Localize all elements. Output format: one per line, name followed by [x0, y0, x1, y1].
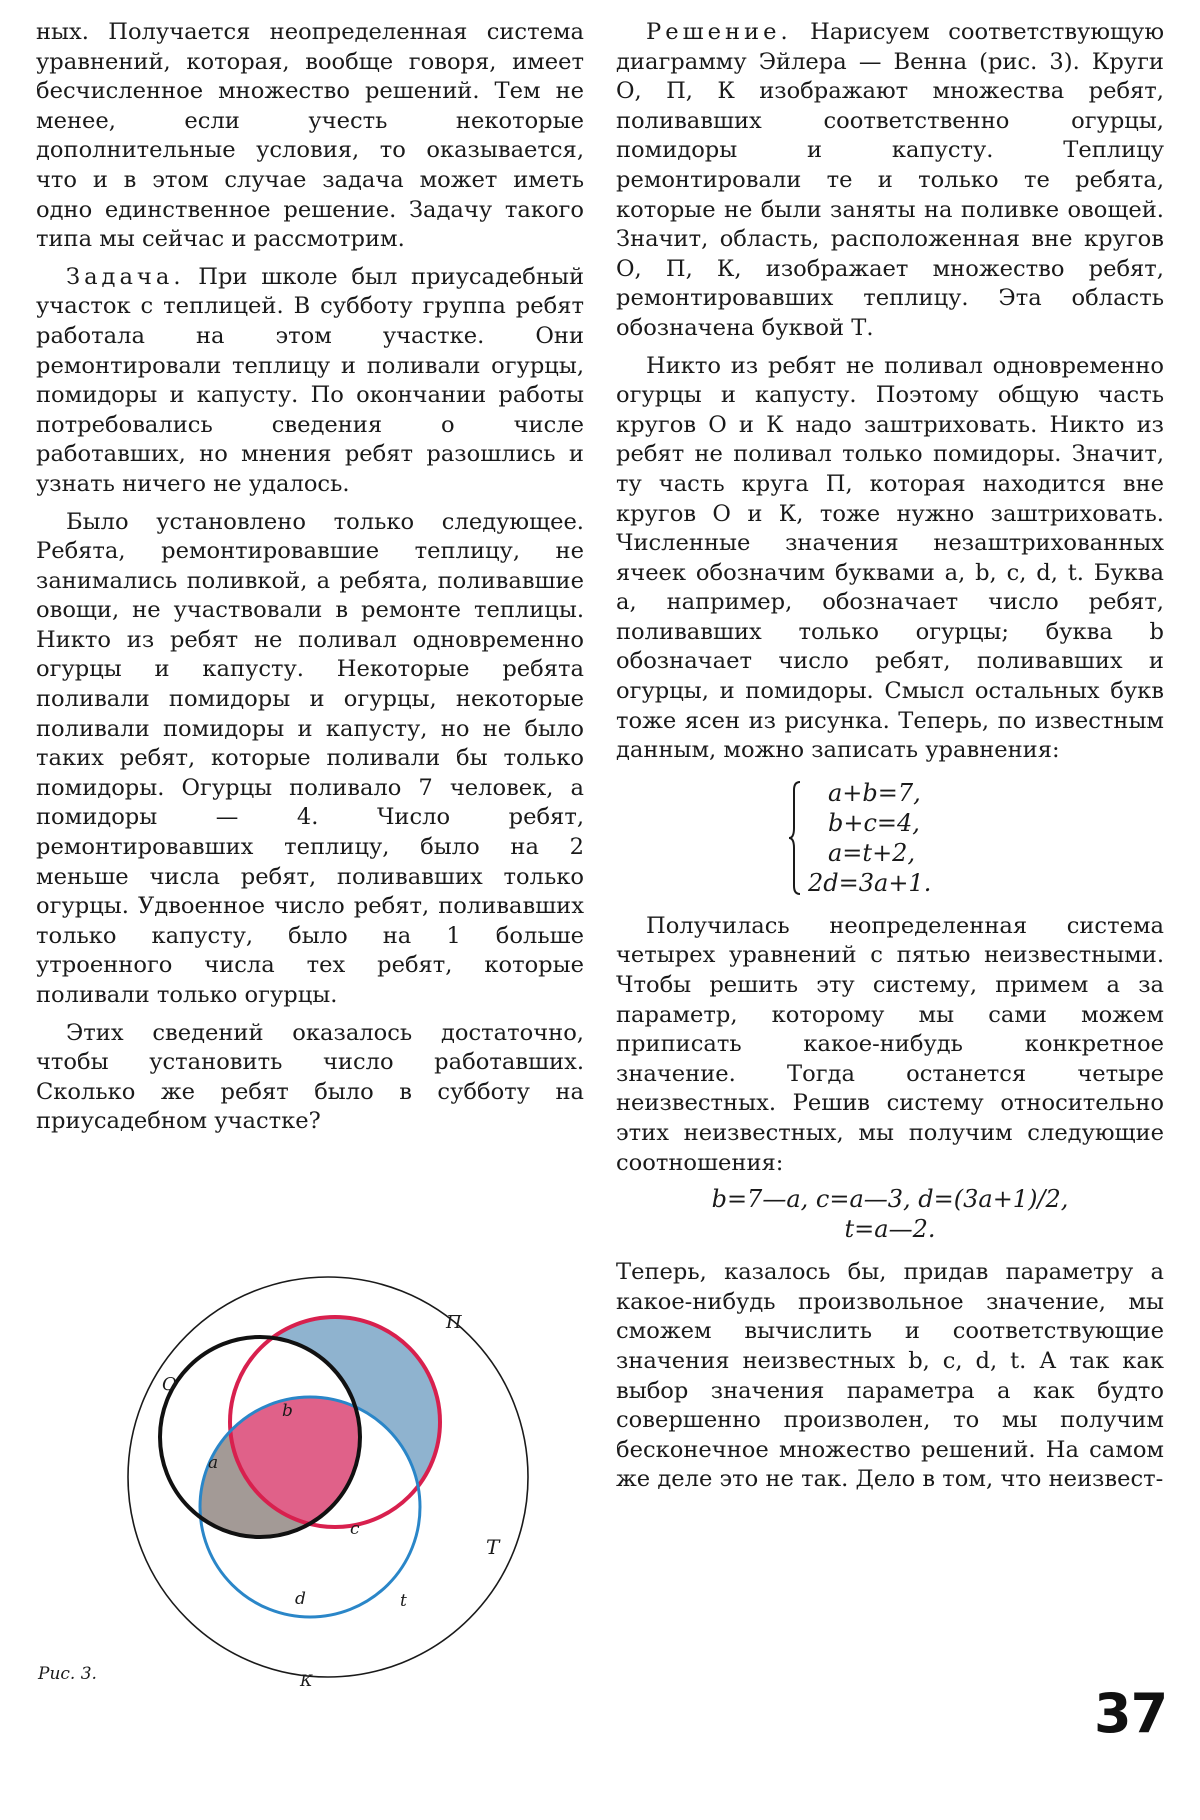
- label-region-a: a: [208, 1453, 219, 1473]
- solution-text: Нарисуем соответствующую диаграмму Эйлера — Венна (рис. 3). Круги О, П, К изображают множества ребят, поливавших соответственно огурцы, помидоры и капусту. Теплицу ремонтировали те и только те ребята, которые не были заняты на поливке овощей. Значит, область, расположенная вне кругов О, П, К, изображает множество ребят, ремонтировавших теплицу. Эта область обозначена буквой Т.: [616, 19, 1164, 341]
- problem-label: Задача.: [66, 263, 185, 290]
- label-circle-k: К: [300, 1671, 313, 1690]
- relation-line-2: t=a—2.: [844, 1215, 936, 1244]
- page-number: 37: [1094, 1682, 1168, 1745]
- label-region-t: Т: [486, 1535, 500, 1559]
- equation-system: [788, 778, 1164, 898]
- venn-diagram: [110, 1272, 570, 1692]
- equation-2: b+c=4,: [828, 808, 920, 837]
- problem-text: При школе был приусадебный участок с теплицей. В субботу группа ребят работала на этом участке. Они ремонтировали теплицу и поливали огурцы, помидоры и капусту. По окончании работы потребовались сведения о числе работавших, но мнения ребят разошлись и узнать ничего не удалось.: [36, 263, 584, 497]
- label-region-d: d: [295, 1589, 306, 1609]
- relation-line-1: b=7—a, c=a—3, d=(3a+1)/2,: [711, 1185, 1069, 1214]
- right-column: [616, 18, 1164, 1495]
- figure-caption: Рис. 3.: [38, 1664, 97, 1684]
- paragraph-solution: [616, 18, 1164, 344]
- equation-4: 2d=3a+1.: [808, 868, 932, 897]
- paragraph-conditions: Было установлено только следующее. Ребята, ремонтировавшие теплицу, не занимались поливкой, а ребята, поливавшие овощи, не участвовали в ремонте теплицы. Никто из ребят не поливал одновременно огурцы и капусту. Некоторые ребята поливали помидоры и огурцы, некоторые поливали помидоры и капусту, но не было таких ребят, которые поливали бы только помидоры. Огурцы поливало 7 человек, а помидоры — 4. Число ребят, ремонтировавших теплицу, было на 2 меньше числа ребят, поливавших только огурцы. Удвоенное число ребят, поливавших только капусту, было на 1 больше утроенного числа тех ребят, которые поливали только огурцы.: [36, 508, 584, 1008]
- venn-diagram-figure: [110, 1272, 570, 1692]
- brace-icon: [788, 780, 802, 896]
- solution-label: Решение.: [646, 19, 792, 45]
- label-circle-p: П: [446, 1312, 462, 1333]
- left-column: [36, 18, 584, 1137]
- equation-1: a+b=7,: [828, 778, 921, 807]
- label-circle-o: О: [162, 1374, 177, 1395]
- label-region-b: b: [282, 1401, 293, 1421]
- label-region-t-lower: t: [400, 1591, 407, 1611]
- relations-block: [616, 1184, 1164, 1244]
- paragraph-problem: [36, 263, 584, 500]
- paragraph-question: Этих сведений оказалось достаточно, чтобы установить число работавших. Сколько же ребят было в субботу на приусадебном участке?: [36, 1019, 584, 1135]
- paragraph-system-note: Получилась неопределенная система четырех уравнений с пятью неизвестными. Чтобы решить эту систему, примем a за параметр, которому мы сами можем приписать какое-нибудь конкретное значение. Тогда останется четыре неизвестных. Решив систему относительно этих неизвестных, мы получим следующие соотношения:: [616, 912, 1164, 1176]
- paragraph-conclusion: Теперь, казалось бы, придав параметру a какое-нибудь произвольное значение, мы сможем вычислить и соответствующие значения неизвестных b, c, d, t. А так как выбор значения параметра a как будто совершенно произволен, то мы получим бесконечное множество решений. На самом же деле это не так. Дело в том, что неизвест-: [616, 1259, 1164, 1493]
- paragraph-intro: ных. Получается неопределенная система уравнений, которая, вообще говоря, имеет бесчисленное множество решений. Тем не менее, если учесть некоторые дополнительные условия, то оказывается, что и в этом случае задача может иметь одно единственное решение. Задачу такого типа мы сейчас и рассмотрим.: [36, 19, 584, 253]
- equation-3: a=t+2,: [828, 838, 916, 867]
- paragraph-analysis: Никто из ребят не поливал одновременно огурцы и капусту. Поэтому общую часть кругов О и К надо заштриховать. Никто из ребят не поливал только помидоры. Значит, ту часть круга П, которая находится вне кругов О и К, тоже нужно заштриховать. Численные значения незаштрихованных ячеек обозначим буквами a, b, c, d, t. Буква a, например, обозначает число ребят, поливавших только огурцы; буква b обозначает число ребят, поливавших и огурцы, и помидоры. Смысл остальных букв тоже ясен из рисунка. Теперь, по известным данным, можно записать уравнения:: [616, 352, 1164, 764]
- label-region-c: c: [350, 1519, 360, 1539]
